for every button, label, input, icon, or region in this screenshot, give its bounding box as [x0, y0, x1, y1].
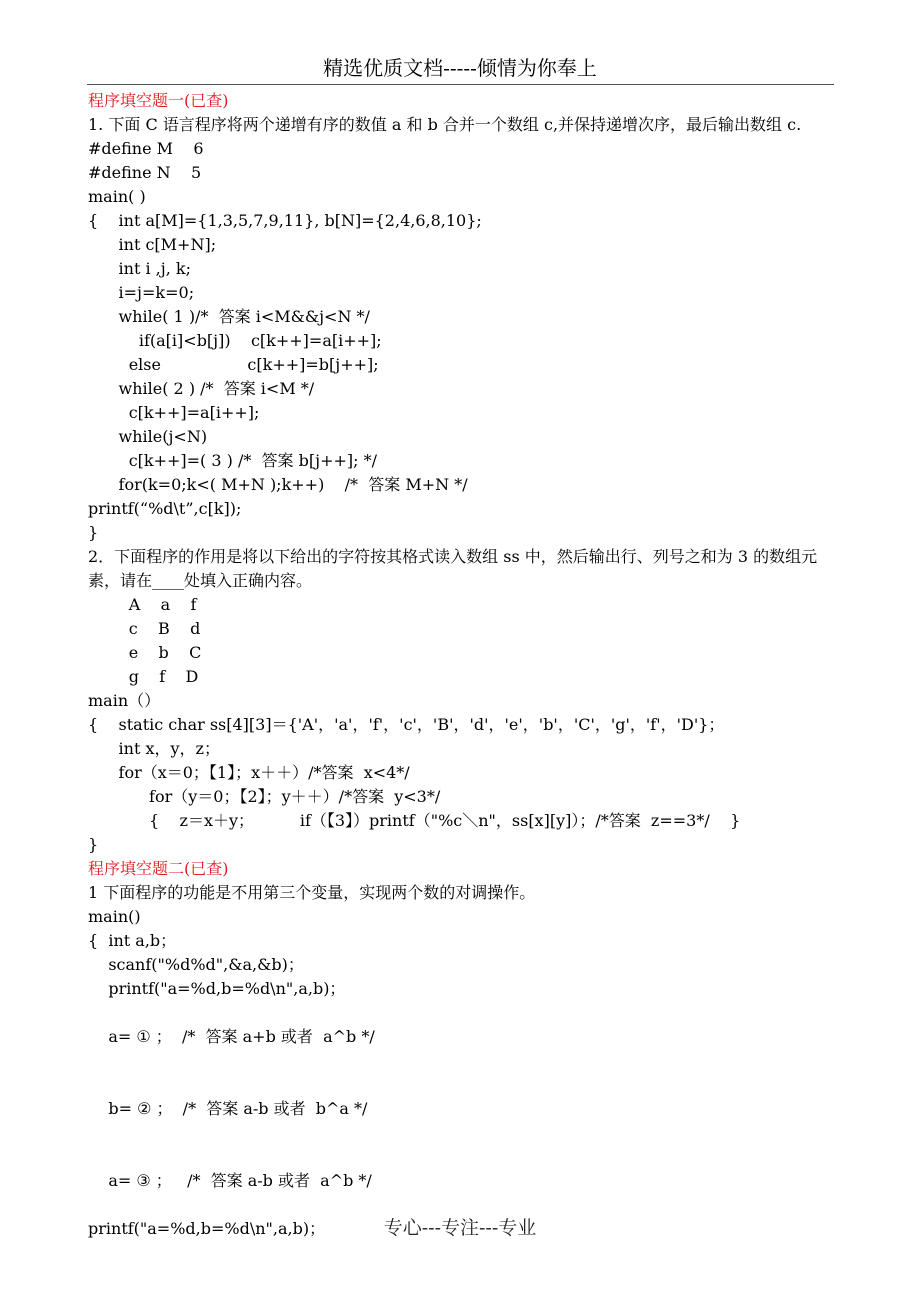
page-footer: 专心---专注---专业 — [383, 1217, 537, 1239]
code-line: scanf("%d%d",&a,&b)； — [88, 955, 304, 974]
problem-intro: 1 下面程序的功能是不用第三个变量，实现两个数的对调操作。 — [88, 883, 536, 902]
code-line: a= ① ； /* 答案 a+b 或者 a^b */ — [88, 1027, 375, 1046]
code-line: int x，y，z； — [88, 739, 220, 758]
code-line: printf("a=%d,b=%d\n",a,b)； — [88, 979, 346, 998]
code-line: main（） — [88, 691, 161, 710]
code-line: } — [88, 835, 99, 854]
code-line — [88, 1121, 833, 1145]
code-line: c[k++]=( 3 ) /* 答案 b[j++]; */ — [88, 451, 377, 470]
code-line: int i ,j, k; — [88, 259, 191, 278]
code-line: main( ) — [88, 187, 146, 206]
code-line: for（x＝0；【1】；x＋＋）/*答案 x<4*/ — [88, 763, 410, 782]
code-line: a= ③ ； /* 答案 a-b 或者 a^b */ — [88, 1171, 372, 1190]
code-line: int c[M+N]; — [88, 235, 217, 254]
code-line: A a f — [88, 595, 197, 614]
code-line — [88, 1073, 833, 1097]
section-title: 程序填空题二(已查) — [88, 859, 229, 878]
code-line: e b C — [88, 643, 202, 662]
problem-intro: 1. 下面 C 语言程序将两个递增有序的数值 a 和 b 合并一个数组 c,并保持递增次序，最后输出数组 c. — [88, 115, 802, 134]
code-line: } — [88, 523, 99, 542]
code-line — [88, 1193, 833, 1217]
code-line: #define N 5 — [88, 163, 202, 182]
code-line: #define M 6 — [88, 139, 204, 158]
code-line: { static char ss[4][3]＝{'A'，'a'，'f'，'c'，'B'，'d'，'e'，'b'，'C'，'g'，'f'，'D'}； — [88, 715, 725, 734]
code-line: else c[k++]=b[j++]; — [88, 355, 379, 374]
code-line: printf(“%d\t”,c[k]); — [88, 499, 242, 518]
code-line: if(a[i]<b[j]) c[k++]=a[i++]; — [88, 331, 382, 350]
page-header: 精选优质文档-----倾情为你奉上 — [323, 56, 597, 80]
code-line: while( 2 ) /* 答案 i<M */ — [88, 379, 315, 398]
code-line: for(k=0;k<( M+N );k++) /* 答案 M+N */ — [88, 475, 468, 494]
code-line: for（y＝0；【2】；y＋＋）/*答案 y<3*/ — [88, 787, 441, 806]
code-line: while(j<N) — [88, 427, 208, 446]
code-line: while( 1 )/* 答案 i<M&&j<N */ — [88, 307, 370, 326]
code-line: { int a[M]={1,3,5,7,9,11}, b[N]={2,4,6,8,10}; — [88, 211, 482, 230]
section-title: 程序填空题一(已查) — [88, 91, 229, 110]
code-line: g f D — [88, 667, 199, 686]
code-line: i=j=k=0; — [88, 283, 195, 302]
code-line — [88, 1049, 833, 1073]
code-line: b= ② ； /* 答案 a-b 或者 b^a */ — [88, 1099, 368, 1118]
code-line: { z＝x＋y； if（【3】）printf（"%c＼n"，ss[x][y]）；/*答案 z==3*/ } — [88, 811, 741, 830]
code-line: main() — [88, 907, 141, 926]
code-line — [88, 1145, 833, 1169]
code-line: c B d — [88, 619, 201, 638]
problem-intro: 2．下面程序的作用是将以下给出的字符按其格式读入数组 ss 中，然后输出行、列号之和为 3 的数组元素，请在____处填入正确内容。 — [88, 547, 818, 590]
code-line: printf("a=%d,b=%d\n",a,b)； — [88, 1219, 326, 1238]
header-divider — [87, 84, 834, 85]
code-line — [88, 1001, 833, 1025]
document-body — [88, 89, 833, 1241]
code-line: c[k++]=a[i++]; — [88, 403, 260, 422]
code-line: { int a,b； — [88, 931, 177, 950]
